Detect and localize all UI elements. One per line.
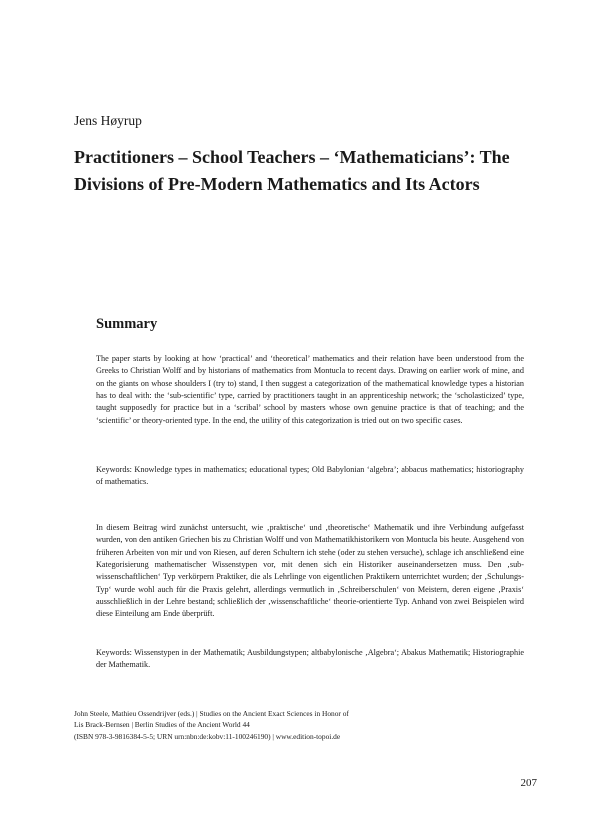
author-name: Jens Høyrup [74,113,142,128]
abstract-english: The paper starts by looking at how ‘practical’ and ‘theoretical’ mathematics and their relation have been understood from the Greeks to Christian Wolff and by historians of mathematics from Montucla to recent days. Drawing on earlier work of mine, and on the giants on whose shoulders I (try to) stand, I then suggest a categorization of the mathematical knowledge types a historian has to deal with: the ‘sub-scientific’ type, carried by practitioners taught in an apprenticeship network; the ‘scholasticized’ type, taught supposedly for practice but in a ‘scribal’ school by masters whose own genuine practice is that of teaching; and the ‘scientific’ or theory-oriented type. In the end, the utility of this categorization is tried out on two specific cases. [96,354,524,425]
keywords-english: Keywords: Knowledge types in mathematics; educational types; Old Babylonian ‘algebra’; abbacus mathematics; historiography of mathematics. [96,465,524,487]
page-number: 207 [520,777,537,789]
keywords-german: Keywords: Wissenstypen in der Mathematik; Ausbildungstypen; altbabylonische ‚Algebra‘; Abakus Mathematik; Historiographie der Mathematik. [96,648,524,670]
citation-footer [74,708,534,742]
footer-line-series: Lis Brack-Bernsen | Berlin Studies of the Ancient World 44 [74,720,250,730]
abstract-german: In diesem Beitrag wird zunächst untersucht, wie ‚praktische‘ und ‚theoretische‘ Mathematik und ihre Verbindung aufgefasst wurden, von den antiken Griechen bis zu Christian Wolff und von Mathematikhistorikern von Montucla bis heute. Ausgehend von früheren Arbeiten von mir und von Riesen, auf deren Schultern ich stehe (oder zu stehen versuche), schlage ich anschließend eine Kategorisierung mathematischer Wissenstypen vor, mit denen sich ein Historiker auseinandersetzen muss. Den ‚sub-wissenschaftlichen‘ Typ verkörpern Praktiker, die als Lehrlinge von eigentlichen Praktikern unterrichtet wurden; der ‚Schulungs-Typ‘ wurde wohl auch für die Praxis gelehrt, allerdings vermutlich in ‚Schreiberschulen‘ von Meistern, deren eigene ‚Praxis‘ ausschließlich in der Lehre bestand; schließlich der ‚wissenschaftliche‘ theorie-orientierte Typ. Anhand von zwei Beispielen wird diese Einteilung am Ende überprüft. [96,523,524,619]
summary-heading: Summary [96,316,158,332]
footer-line-editors: John Steele, Mathieu Ossendrijver (eds.) | Studies on the Ancient Exact Sciences in Honor of [74,709,349,718]
footer-line-isbn: (ISBN 978-3-9816384-5-5; URN urn:nbn:de:kobv:11-100246190) | www.edition-topoi.de [74,731,341,741]
paper-title: Practitioners – School Teachers – ‘Mathematicians’: The Divisions of Pre-Modern Mathematics and Its Actors [74,147,510,194]
